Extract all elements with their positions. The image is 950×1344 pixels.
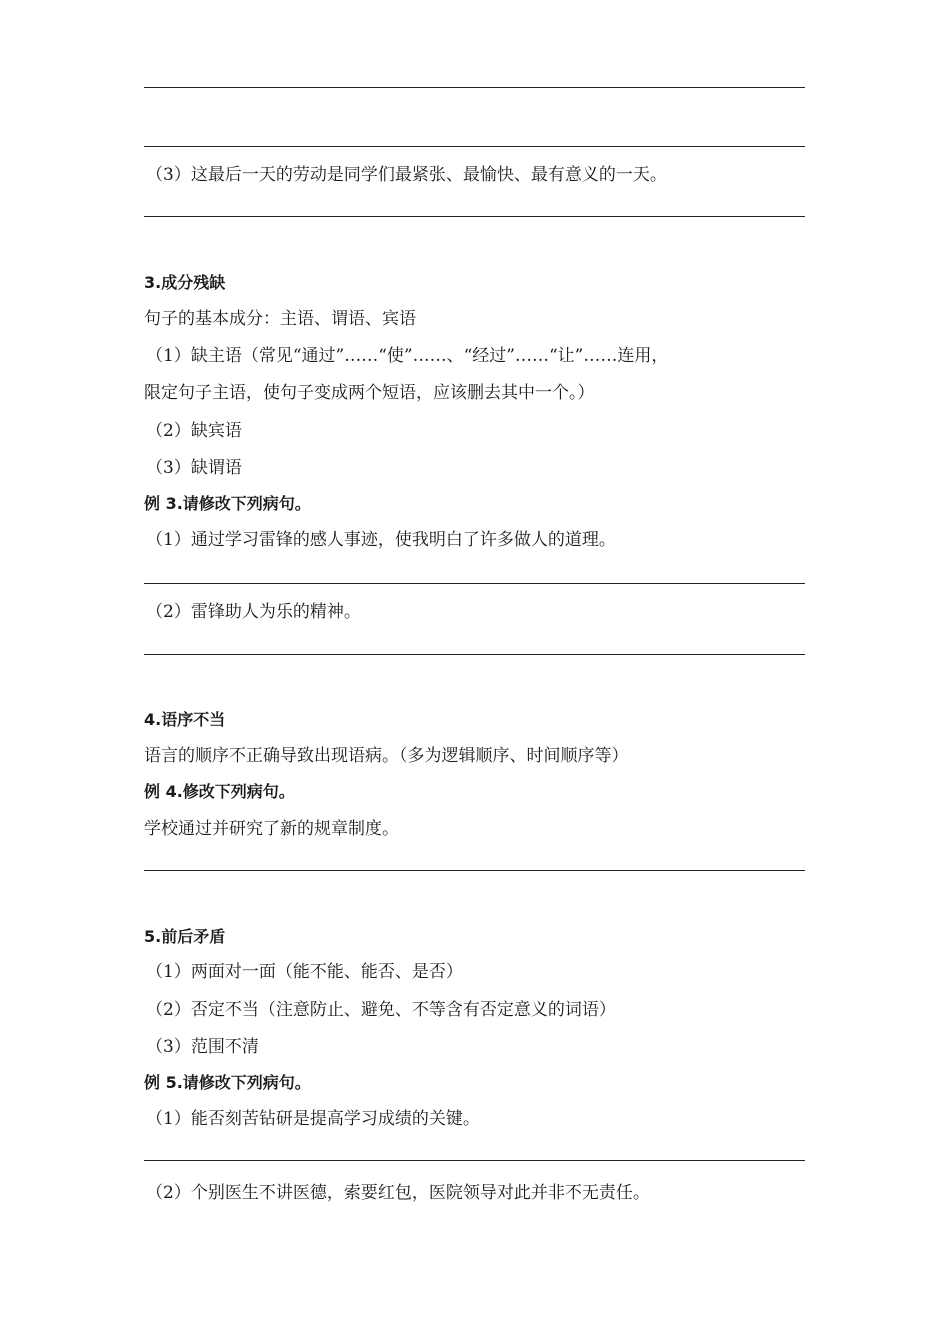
question-item: （3）这最后一天的劳动是同学们最紧张、最愉快、最有意义的一天。 [146,165,667,185]
example-heading-5: 例 5.请修改下列病句。 [144,1073,311,1092]
section-heading-3: 3.成分残缺 [144,273,226,292]
section-intro: 语言的顺序不正确导致出现语病。（多为逻辑顺序、时间顺序等） [144,746,629,766]
answer-line [144,583,805,584]
question-item: （1）能否刻苦钻研是提高学习成绩的关键。 [146,1109,480,1129]
subsection-item: （3）缺谓语 [146,458,242,478]
subsection-item: （2）否定不当（注意防止、避免、不等含有否定意义的词语） [146,1000,616,1020]
question-item: （2）雷锋助人为乐的精神。 [146,602,361,622]
subsection-item: （1）两面对一面（能不能、能否、是否） [146,962,463,982]
answer-line [144,1160,805,1161]
question-item: （1）通过学习雷锋的感人事迹，使我明白了许多做人的道理。 [146,530,616,550]
subsection-item-continued: 限定句子主语，使句子变成两个短语，应该删去其中一个。） [144,383,595,403]
section-intro: 句子的基本成分：主语、谓语、宾语 [144,309,416,329]
example-heading-4: 例 4.修改下列病句。 [144,782,295,801]
example-heading-3: 例 3.请修改下列病句。 [144,494,311,513]
section-heading-5: 5.前后矛盾 [144,927,226,946]
answer-line [144,146,805,147]
answer-line [144,654,805,655]
question-item: （2）个别医生不讲医德，索要红包，医院领导对此并非不无责任。 [146,1183,650,1203]
section-heading-4: 4.语序不当 [144,710,226,729]
answer-line [144,216,805,217]
question-item: 学校通过并研究了新的规章制度。 [144,819,399,839]
answer-line [144,870,805,871]
subsection-item: （1）缺主语（常见“通过”……“使”……、“经过”……“让”……连用， [146,346,669,366]
answer-line [144,87,805,88]
subsection-item: （2）缺宾语 [146,421,242,441]
subsection-item: （3）范围不清 [146,1037,259,1057]
